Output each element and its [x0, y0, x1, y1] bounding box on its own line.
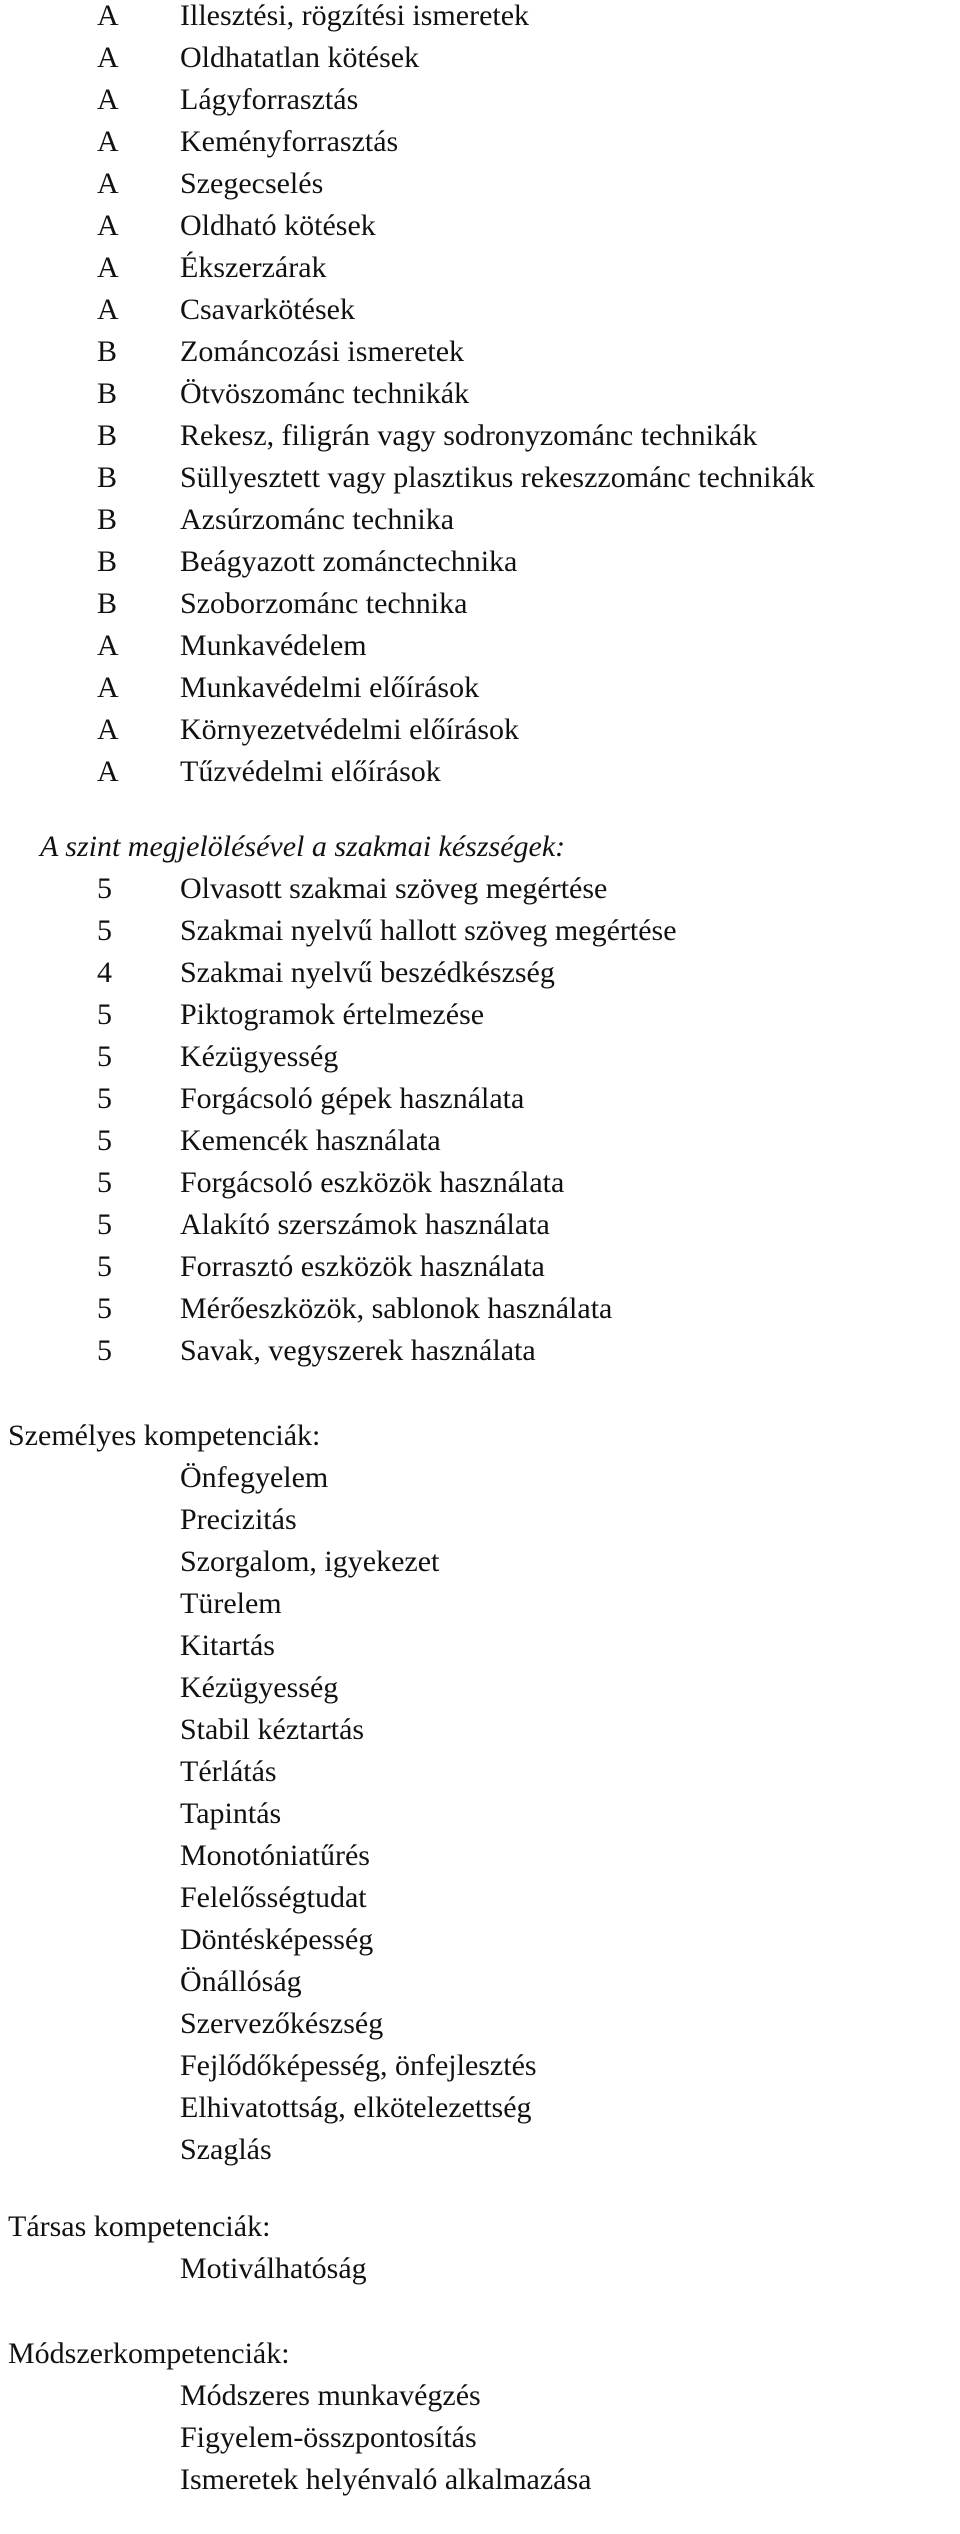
level-code: 5 [97, 1334, 112, 1367]
item-text: Oldható kötések [180, 209, 376, 242]
list-item: Önállóság [180, 1965, 302, 1998]
level-code: A [97, 167, 119, 200]
list-item: Precizitás [180, 1503, 297, 1536]
level-code: A [97, 293, 119, 326]
level-code: B [97, 419, 118, 452]
personal-competencies-heading: Személyes kompetenciák: [8, 1419, 321, 1452]
list-item: Szorgalom, igyekezet [180, 1545, 440, 1578]
item-text: Alakító szerszámok használata [180, 1208, 550, 1241]
list-item: Motiválhatóság [180, 2252, 367, 2285]
item-text: Illesztési, rögzítési ismeretek [180, 0, 530, 32]
item-text: Oldhatatlan kötések [180, 41, 420, 74]
item-text: Kézügyesség [180, 1040, 339, 1073]
level-code: 5 [97, 872, 112, 905]
item-text: Forgácsoló gépek használata [180, 1082, 525, 1115]
level-code: B [97, 503, 118, 536]
item-text: Savak, vegyszerek használata [180, 1334, 536, 1367]
item-text: Zománcozási ismeretek [180, 335, 465, 368]
level-code: 5 [97, 914, 112, 947]
item-text: Rekesz, filigrán vagy sodronyzománc technikák [180, 419, 758, 452]
level-code: 5 [97, 998, 112, 1031]
level-code: 5 [97, 1166, 112, 1199]
item-text: Olvasott szakmai szöveg megértése [180, 872, 608, 905]
item-text: Azsúrzománc technika [180, 503, 455, 536]
list-item: Fejlődőképesség, önfejlesztés [180, 2049, 537, 2082]
item-text: Csavarkötések [180, 293, 355, 326]
level-code: A [97, 125, 119, 158]
level-code: 5 [97, 1292, 112, 1325]
skills-title: A szint megjelölésével a szakmai készségek: [40, 830, 566, 863]
list-item: Kitartás [180, 1629, 275, 1662]
list-item: Döntésképesség [180, 1923, 374, 1956]
list-item: Tapintás [180, 1797, 282, 1830]
item-text: Tűzvédelmi előírások [180, 755, 441, 788]
list-item: Szervezőkészség [180, 2007, 384, 2040]
list-item: Figyelem-összpontosítás [180, 2421, 477, 2454]
item-text: Forrasztó eszközök használata [180, 1250, 545, 1283]
item-text: Szoborzománc technika [180, 587, 468, 620]
item-text: Piktogramok értelmezése [180, 998, 485, 1031]
item-text: Keményforrasztás [180, 125, 399, 158]
level-code: 5 [97, 1040, 112, 1073]
item-text: Szakmai nyelvű hallott szöveg megértése [180, 914, 677, 947]
level-code: A [97, 209, 119, 242]
list-item: Ismeretek helyénvaló alkalmazása [180, 2463, 592, 2496]
list-item: Szaglás [180, 2133, 272, 2166]
level-code: A [97, 0, 119, 32]
level-code: A [97, 251, 119, 284]
item-text: Beágyazott zománctechnika [180, 545, 518, 578]
list-item: Monotóniatűrés [180, 1839, 370, 1872]
level-code: B [97, 461, 118, 494]
item-text: Környezetvédelmi előírások [180, 713, 520, 746]
list-item: Felelősségtudat [180, 1881, 367, 1914]
list-item: Módszeres munkavégzés [180, 2379, 481, 2412]
level-code: 5 [97, 1250, 112, 1283]
item-text: Munkavédelmi előírások [180, 671, 480, 704]
item-text: Szegecselés [180, 167, 324, 200]
item-text: Ékszerzárak [180, 251, 327, 284]
list-item: Térlátás [180, 1755, 277, 1788]
level-code: 5 [97, 1124, 112, 1157]
list-item: Önfegyelem [180, 1461, 329, 1494]
level-code: B [97, 545, 118, 578]
level-code: A [97, 629, 119, 662]
level-code: B [97, 587, 118, 620]
item-text: Forgácsoló eszközök használata [180, 1166, 565, 1199]
item-text: Süllyesztett vagy plasztikus rekeszzománc technikák [180, 461, 815, 494]
item-text: Mérőeszközök, sablonok használata [180, 1292, 613, 1325]
level-code: A [97, 41, 119, 74]
level-code: A [97, 671, 119, 704]
level-code: 5 [97, 1082, 112, 1115]
level-code: B [97, 335, 118, 368]
list-item: Kézügyesség [180, 1671, 339, 1704]
list-item: Stabil kéztartás [180, 1713, 365, 1746]
level-code: A [97, 83, 119, 116]
item-text: Munkavédelem [180, 629, 367, 662]
level-code: A [97, 755, 119, 788]
level-code: A [97, 713, 119, 746]
item-text: Szakmai nyelvű beszédkészség [180, 956, 555, 989]
list-item: Elhivatottság, elkötelezettség [180, 2091, 532, 2124]
level-code: 4 [97, 956, 112, 989]
level-code: B [97, 377, 118, 410]
level-code: 5 [97, 1208, 112, 1241]
item-text: Ötvöszománc technikák [180, 377, 470, 410]
social-competencies-heading: Társas kompetenciák: [8, 2210, 271, 2243]
item-text: Lágyforrasztás [180, 83, 359, 116]
item-text: Kemencék használata [180, 1124, 441, 1157]
list-item: Türelem [180, 1587, 282, 1620]
method-competencies-heading: Módszerkompetenciák: [8, 2337, 290, 2370]
